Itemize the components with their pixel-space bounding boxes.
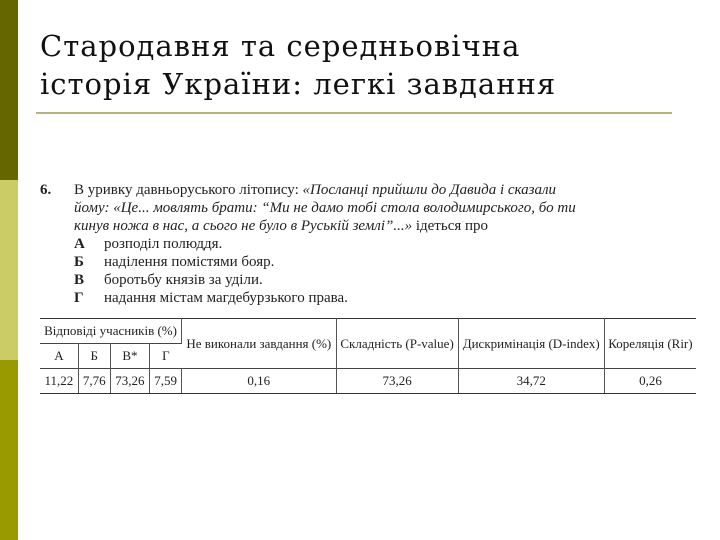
cell-answer-v: 73,26: [110, 369, 149, 394]
question-stem: [74, 181, 700, 235]
cell-difficulty: 73,26: [336, 369, 458, 394]
header-answer-v: В*: [110, 344, 149, 369]
option-letter: А: [74, 236, 85, 252]
side-bar-middle: [0, 180, 18, 360]
title-line-1: Стародавня та середньовічна: [40, 29, 521, 63]
table-row: [40, 369, 696, 394]
option-letter: Б: [74, 254, 84, 270]
header-not-done: Не виконали завдання (%): [182, 319, 337, 369]
answers-group-header: Відповіді учасників (%): [40, 319, 182, 344]
option-text: розподіл полюддя.: [104, 236, 223, 252]
side-bar-top: [0, 0, 18, 180]
header-correlation: Кореляція (Rir): [604, 319, 696, 369]
side-bar-bottom: [0, 360, 18, 540]
option-g: [74, 289, 700, 307]
statistics-table: [40, 318, 696, 394]
header-answer-a: А: [40, 344, 78, 369]
option-letter: В: [74, 272, 85, 288]
stem-quote-2: йому: «Це... мовлять брати: “Ми не дамо тобі стола володимирського, бо ти: [74, 200, 576, 216]
header-difficulty: Складність (P-value): [336, 319, 458, 369]
option-text: надання містам магдебурзького права.: [104, 290, 348, 306]
cell-not-done: 0,16: [182, 369, 337, 394]
option-v: [74, 271, 700, 289]
header-answer-b: Б: [78, 344, 110, 369]
title-underline: [36, 112, 672, 114]
slide-title: [40, 27, 680, 103]
stem-end: ідеться про: [412, 218, 489, 234]
cell-answer-g: 7,59: [150, 369, 182, 394]
header-answer-g: Г: [150, 344, 182, 369]
cell-correlation: 0,26: [604, 369, 696, 394]
title-line-2: історія України: легкі завдання: [40, 67, 557, 101]
option-a: [74, 235, 700, 253]
stem-intro: В уривку давньоруського літопису:: [74, 182, 303, 198]
header-discrimination: Дискримінація (D-index): [458, 319, 604, 369]
option-text: наділення помістями бояр.: [104, 254, 275, 270]
option-letter: Г: [74, 290, 84, 306]
question-block: [40, 181, 700, 307]
cell-answer-a: 11,22: [40, 369, 78, 394]
stem-quote-1: «Посланці прийшли до Давида і сказали: [302, 182, 557, 198]
cell-discrimination: 34,72: [458, 369, 604, 394]
option-b: [74, 253, 700, 271]
question-number: 6.: [40, 182, 52, 198]
stem-quote-3: кинув ножа в нас, а сього не було в Руській землі”...»: [74, 218, 413, 234]
option-text: боротьбу князів за уділи.: [104, 272, 263, 288]
cell-answer-b: 7,76: [78, 369, 110, 394]
